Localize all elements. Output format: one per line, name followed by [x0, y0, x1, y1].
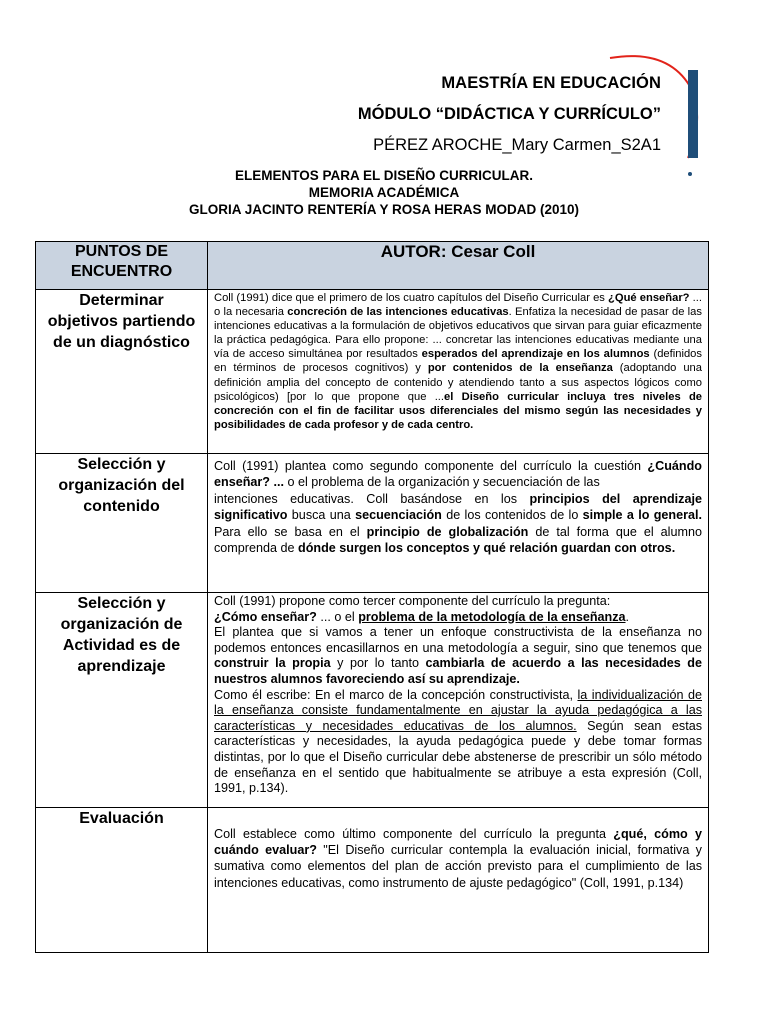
row-content: Coll establece como último componente del currículo la pregunta ¿qué, cómo y cuándo evaluar? "El Diseño curricular contempla la evaluación inicial, formativa y sumativa como elementos del plan de acción previsto para el cumplimiento de las intenciones educativas, como instrumento de ajuste pedagógico" (Coll, 1991, p.134) [208, 808, 709, 953]
module-title: MÓDULO “DIDÁCTICA Y CURRÍCULO” [357, 105, 661, 123]
student-id: PÉREZ AROCHE_Mary Carmen_S2A1 [373, 136, 661, 154]
document-title [0, 167, 768, 218]
title-line-1: ELEMENTOS PARA EL DISEÑO CURRICULAR. [234, 168, 534, 183]
table-row [36, 290, 709, 454]
col-header-author: AUTOR: Cesar Coll [208, 242, 709, 290]
col-header-points: PUNTOS DE ENCUENTRO [36, 242, 208, 290]
row-content: Coll (1991) propone como tercer componente del currículo la pregunta: ¿Cómo enseñar? ... o el problema de la metodología de la enseñanza. El plantea que si vamos a tener un enfoque constructivista de la enseñanza no podemos entonces encasillarnos en una metodología a seguir, sino que tenemos que construir la propia y por lo tanto cambiarla de acuerdo a las necesidades de nuestros alumnos favoreciendo así su aprendizaje. Como él escribe: En el marco de la concepción constructivista, la individualización de la enseñanza consiste fundamentalmente en ajustar la ayuda pedagógica a las características y necesidades educativas de los alumnos. Según sean estas características y necesidades, la ayuda pedagógica puede y debe tomar formas distintas, por lo que el Diseño curricular debe abstenerse de prescribir un sólo método de enseñanza en el sentido que habitualmente se atribuye a esta expresión (Coll, 1991, p.134). [208, 593, 709, 808]
table-header-row [36, 242, 709, 290]
row-label: Determinar objetivos partiendo de un diagnóstico [36, 290, 208, 454]
content-table [35, 241, 709, 953]
table-row [36, 454, 709, 593]
title-line-3: GLORIA JACINTO RENTERÍA Y ROSA HERAS MODAD (2010) [188, 202, 580, 217]
program-title: MAESTRÍA EN EDUCACIÓN [441, 74, 661, 92]
row-content: Coll (1991) dice que el primero de los cuatro capítulos del Diseño Curricular es ¿Qué enseñar? ... o la necesaria concreción de las intenciones educativas. Enfatiza la necesidad de pasar de las intenciones educativas a la formulación de objetivos educativos que sirvan para guiar eficazmente la práctica pedagógica. Para ello propone: ... concretar las intenciones educativas mediante una vía de acceso simultánea por resultados esperados del aprendizaje en los alumnos (definidos en términos de procesos cognitivos) y por contenidos de la enseñanza (adoptando una definición amplia del concepto de contenido y atendiendo tanto a sus aspectos lógicos como psicológicos) [por lo que propone que ...el Diseño curricular incluya tres niveles de concreción con el fin de facilitar usos diferenciales del mismo según las necesidades y posibilidades de cada profesor y de cada centro. [208, 290, 709, 454]
row-label: Selección y organización del contenido [36, 454, 208, 593]
table-row [36, 593, 709, 808]
row-label: Evaluación [36, 808, 208, 953]
row-label: Selección y organización de Actividad es de aprendizaje [36, 593, 208, 808]
row-content: Coll (1991) plantea como segundo componente del currículo la cuestión ¿Cuándo enseñar? ... o el problema de la organización y secuenciación de las intenciones educativas. Coll basándose en los principios del aprendizaje significativo busca una secuenciación de los contenidos de lo simple a lo general. Para ello se basa en el principio de globalización de tal forma que el alumno comprenda de dónde surgen los conceptos y qué relación guardan con otros. [208, 454, 709, 593]
table-row [36, 808, 709, 953]
title-line-2: MEMORIA ACADÉMICA [308, 185, 460, 200]
